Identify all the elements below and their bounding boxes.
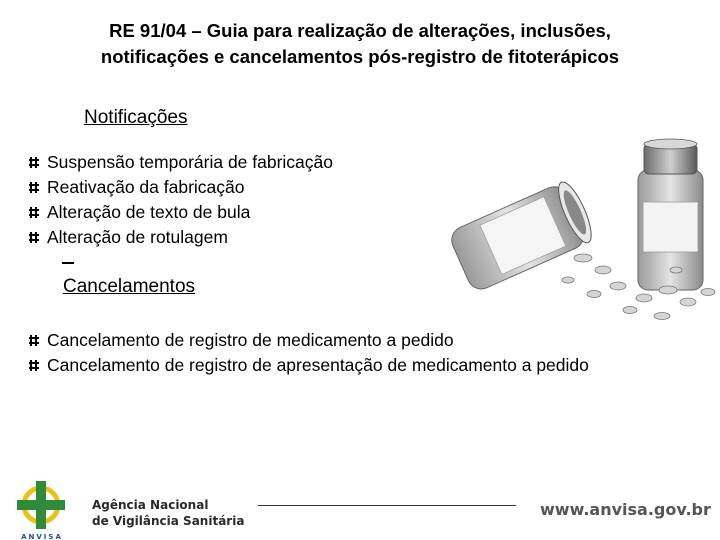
slide-title — [0, 18, 720, 70]
list-item-text: Cancelamento de registro de apresentação de medicamento a pedido — [47, 355, 589, 375]
hash-bullet-icon — [28, 231, 40, 244]
dash-mark — [62, 262, 74, 264]
hash-bullet-icon — [28, 334, 40, 347]
anvisa-logo — [8, 478, 78, 540]
slide-title-line-1: RE 91/04 – Guia para realização de alterações, inclusões, — [109, 20, 611, 41]
list-item — [28, 175, 333, 200]
notificacoes-list — [28, 150, 333, 250]
hash-bullet-icon — [28, 359, 40, 372]
list-item-text: Reativação da fabricação — [47, 177, 245, 197]
logo-text: ANVISA — [21, 533, 63, 540]
lying-bottle — [447, 178, 597, 293]
list-item-text: Cancelamento de registro de medicamento a pedido — [47, 330, 454, 350]
pill-bottles-illustration — [418, 130, 718, 330]
list-item — [28, 200, 333, 225]
footer-divider — [258, 505, 516, 506]
agency-name-line-1: Agência Nacional — [92, 498, 209, 512]
agency-name — [92, 497, 244, 529]
standing-bottle — [638, 139, 703, 290]
notificacoes-heading: Notificações — [84, 107, 188, 128]
cancelamentos-list — [28, 328, 589, 378]
hash-bullet-icon — [28, 206, 40, 219]
list-item-text: Alteração de texto de bula — [47, 202, 251, 222]
slide-title-line-2: notificações e cancelamentos pós-registro de fitoterápicos — [100, 46, 620, 67]
list-item — [28, 225, 333, 250]
hash-bullet-icon — [28, 181, 40, 194]
agency-name-line-2: de Vigilância Sanitária — [92, 514, 245, 528]
cancelamentos-heading: Cancelamentos — [63, 276, 196, 297]
list-item — [28, 328, 589, 353]
list-item — [28, 353, 589, 378]
footer-url: www.anvisa.gov.br — [540, 500, 711, 519]
list-item — [28, 150, 333, 175]
logo-cross-horizontal — [17, 500, 65, 510]
hash-bullet-icon — [28, 156, 40, 169]
list-item-text: Alteração de rotulagem — [47, 227, 228, 247]
list-item-text: Suspensão temporária de fabricação — [47, 152, 334, 172]
